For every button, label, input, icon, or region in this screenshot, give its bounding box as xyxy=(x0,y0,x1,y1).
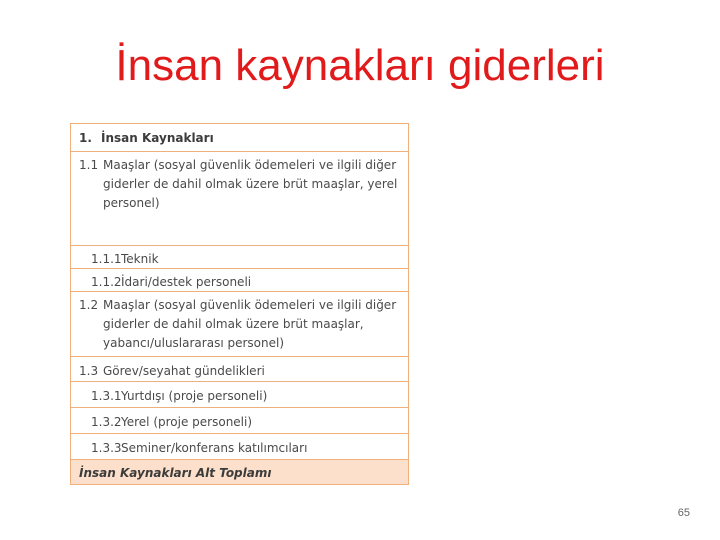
row-label: İnsan Kaynakları xyxy=(101,131,214,145)
table-row xyxy=(71,151,408,245)
table-row xyxy=(71,356,408,381)
table-row xyxy=(71,268,408,291)
page-title: İnsan kaynakları giderleri xyxy=(115,41,605,90)
row-label: Teknik xyxy=(121,252,159,266)
row-label: Görev/seyahat gündelikleri xyxy=(103,364,265,378)
row-number: 1.3.1 xyxy=(91,389,122,403)
subtotal-label: İnsan Kaynakları Alt Toplamı xyxy=(79,466,272,480)
row-number: 1.3 xyxy=(79,364,99,378)
row-label: Yurtdışı (proje personeli) xyxy=(121,389,268,403)
row-number: 1.3.3 xyxy=(91,441,122,455)
row-label: Yerel (proje personeli) xyxy=(121,415,253,429)
table-row xyxy=(71,381,408,407)
page-number: 65 xyxy=(677,507,690,519)
table-header-row xyxy=(71,124,408,151)
row-label: Maaşlar (sosyal güvenlik ödemeleri ve ilgili diğer giderler de dahil olmak üzere brüt maaşlar, yerel personel) xyxy=(103,158,398,210)
row-number: 1.1.2 xyxy=(91,275,122,289)
row-number: 1.2 xyxy=(79,298,99,312)
table-row xyxy=(71,245,408,268)
row-label: İdari/destek personeli xyxy=(121,275,252,289)
row-number: 1. xyxy=(79,131,92,145)
row-label: Maaşlar (sosyal güvenlik ödemeleri ve ilgili diğer giderler de dahil olmak üzere brüt maaşlar, yabancı/uluslararası personel) xyxy=(103,298,397,350)
row-number: 1.3.2 xyxy=(91,415,122,429)
table-row xyxy=(71,407,408,433)
row-label: Seminer/konferans katılımcıları xyxy=(121,441,308,455)
table-row xyxy=(71,291,408,356)
subtotal-row xyxy=(71,459,408,484)
row-number: 1.1 xyxy=(79,158,99,172)
budget-table xyxy=(70,123,409,485)
table-row xyxy=(71,433,408,459)
row-number: 1.1.1 xyxy=(91,252,122,266)
